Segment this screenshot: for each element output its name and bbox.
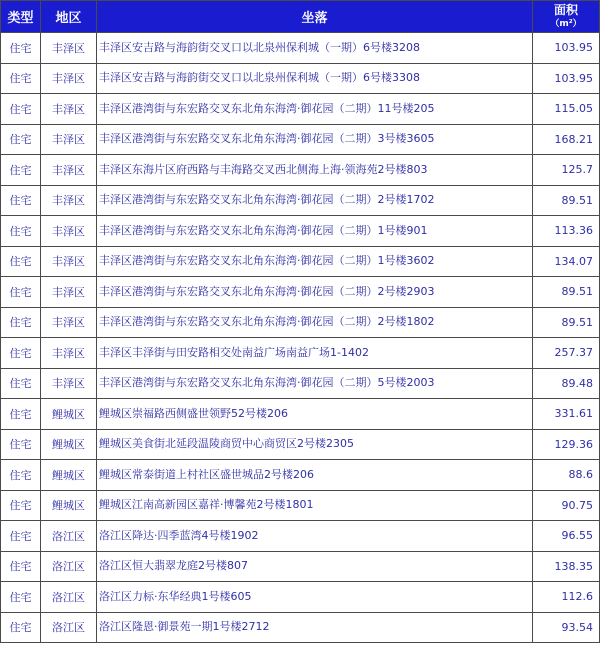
table-row [1,521,600,552]
location-cell: 洛江区隆恩·御景苑一期1号楼2712 [97,612,533,643]
table-row [1,277,600,308]
table-row [1,216,600,247]
type-cell: 住宅 [1,185,41,216]
table-row [1,460,600,491]
location-cell: 洛江区恒大翡翠龙庭2号楼807 [97,551,533,582]
table-row [1,429,600,460]
type-cell: 住宅 [1,246,41,277]
area-cell: 洛江区 [41,582,97,613]
area-cell: 丰泽区 [41,368,97,399]
table-row [1,490,600,521]
type-cell: 住宅 [1,63,41,94]
table-row [1,33,600,64]
type-column-header: 类型 [1,1,41,33]
location-cell: 丰泽区港湾街与东宏路交叉东北角东海湾·御花园（二期）5号楼2003 [97,368,533,399]
location-cell: 洛江区力标·东华经典1号楼605 [97,582,533,613]
location-cell: 丰泽区港湾街与东宏路交叉东北角东海湾·御花园（二期）2号楼1702 [97,185,533,216]
location-cell: 丰泽区丰泽街与田安路相交处南益广场南益广场1-1402 [97,338,533,369]
table-row [1,246,600,277]
type-cell: 住宅 [1,490,41,521]
location-cell: 丰泽区港湾街与东宏路交叉东北角东海湾·御花园（二期）1号楼3602 [97,246,533,277]
type-cell: 住宅 [1,155,41,186]
table-row [1,63,600,94]
table-row [1,338,600,369]
table-row [1,94,600,125]
location-cell: 丰泽区港湾街与东宏路交叉东北角东海湾·御花园（二期）1号楼901 [97,216,533,247]
table-row [1,124,600,155]
area-cell: 鲤城区 [41,429,97,460]
area-cell: 丰泽区 [41,216,97,247]
size-cell: 89.48 [533,368,600,399]
size-cell: 88.6 [533,460,600,491]
location-cell: 鲤城区崇福路西侧盛世领野52号楼206 [97,399,533,430]
area-cell: 洛江区 [41,612,97,643]
type-cell: 住宅 [1,551,41,582]
size-cell: 112.6 [533,582,600,613]
type-cell: 住宅 [1,429,41,460]
size-cell: 89.51 [533,185,600,216]
area-cell: 洛江区 [41,521,97,552]
area-column-header: 地区 [41,1,97,33]
area-cell: 丰泽区 [41,33,97,64]
location-column-header: 坐落 [97,1,533,33]
location-cell: 丰泽区港湾街与东宏路交叉东北角东海湾·御花园（二期）11号楼205 [97,94,533,125]
size-cell: 103.95 [533,33,600,64]
type-cell: 住宅 [1,216,41,247]
area-cell: 鲤城区 [41,399,97,430]
size-cell: 96.55 [533,521,600,552]
type-cell: 住宅 [1,124,41,155]
type-cell: 住宅 [1,612,41,643]
type-cell: 住宅 [1,582,41,613]
area-cell: 丰泽区 [41,185,97,216]
location-cell: 丰泽区港湾街与东宏路交叉东北角东海湾·御花园（二期）2号楼1802 [97,307,533,338]
type-cell: 住宅 [1,307,41,338]
area-cell: 丰泽区 [41,277,97,308]
size-header-label: 面积 [553,2,578,17]
table-row [1,399,600,430]
table-row [1,307,600,338]
area-cell: 丰泽区 [41,94,97,125]
table-row [1,612,600,643]
size-cell: 331.61 [533,399,600,430]
area-cell: 丰泽区 [41,124,97,155]
table-row [1,582,600,613]
size-cell: 125.7 [533,155,600,186]
area-cell: 鲤城区 [41,460,97,491]
table-row [1,551,600,582]
type-cell: 住宅 [1,460,41,491]
size-cell: 138.35 [533,551,600,582]
location-cell: 鲤城区常泰街道上村社区盛世城品2号楼206 [97,460,533,491]
table-row [1,185,600,216]
type-cell: 住宅 [1,368,41,399]
location-cell: 洛江区降达·四季蓝湾4号楼1902 [97,521,533,552]
size-cell: 89.51 [533,307,600,338]
size-column-header [533,1,600,33]
size-cell: 257.37 [533,338,600,369]
location-cell: 丰泽区安吉路与海韵街交叉口以北泉州保利城（一期）6号楼3208 [97,33,533,64]
area-cell: 鲤城区 [41,490,97,521]
type-cell: 住宅 [1,338,41,369]
size-cell: 89.51 [533,277,600,308]
area-cell: 丰泽区 [41,338,97,369]
area-cell: 丰泽区 [41,246,97,277]
area-cell: 丰泽区 [41,307,97,338]
size-cell: 134.07 [533,246,600,277]
location-cell: 鲤城区江南高新园区嘉祥·博馨苑2号楼1801 [97,490,533,521]
size-cell: 113.36 [533,216,600,247]
header-row [1,1,600,33]
size-header-unit: （m²） [550,18,582,29]
type-cell: 住宅 [1,33,41,64]
size-cell: 129.36 [533,429,600,460]
table-row [1,368,600,399]
location-cell: 丰泽区港湾街与东宏路交叉东北角东海湾·御花园（二期）2号楼2903 [97,277,533,308]
area-cell: 丰泽区 [41,63,97,94]
table-body [1,33,600,643]
type-cell: 住宅 [1,94,41,125]
type-cell: 住宅 [1,399,41,430]
size-cell: 115.05 [533,94,600,125]
type-cell: 住宅 [1,521,41,552]
size-cell: 90.75 [533,490,600,521]
size-cell: 103.95 [533,63,600,94]
type-cell: 住宅 [1,277,41,308]
area-cell: 洛江区 [41,551,97,582]
table-row [1,155,600,186]
location-cell: 丰泽区港湾街与东宏路交叉东北角东海湾·御花园（二期）3号楼3605 [97,124,533,155]
size-cell: 168.21 [533,124,600,155]
area-cell: 丰泽区 [41,155,97,186]
location-cell: 丰泽区安吉路与海韵街交叉口以北泉州保利城（一期）6号楼3308 [97,63,533,94]
size-cell: 93.54 [533,612,600,643]
location-cell: 鲤城区美食街北延段温陵商贸中心商贸区2号楼2305 [97,429,533,460]
location-cell: 丰泽区东海片区府西路与丰海路交叉西北侧海上海·领海苑2号楼803 [97,155,533,186]
